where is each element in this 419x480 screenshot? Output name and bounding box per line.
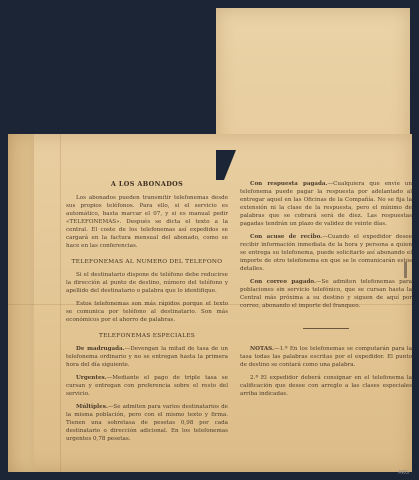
term: De madrugada. (76, 346, 125, 352)
definition: —Mediante el pago de triple tasa se cursan y entregan con preferencia sobre el resto del servicio. (66, 375, 228, 397)
paragraph: Estos telefonemas son más rápidos porque el texto se comunica por teléfono al destinatario. Son más económicos por el ahorro de palabras. (66, 301, 228, 323)
definition: —Cualquiera que envíe un telefonema puede pagar la respuesta por adelantado al entregar aquel en las Oficinas de la Compañía. No se fija la extensión ni la clase de la respuesta, pero el mínimo de palabras que se cobrará será de diez. Las respuestas pagadas tendrán un plazo de validez de veinte días. (240, 181, 412, 227)
paragraph-correo (240, 278, 412, 310)
intro-paragraph: Los abonados pueden transmitir telefonemas desde sus propios teléfonos. Para ello, si el servicio es automático, basta marcar el 07, y si es manual pedir «TELEFONEMAS». Después se dicta el texto a la central. El coste de los telefonemas así expedidos se cargará en la factura mensual del abonado, como se hace en las conferencias. (66, 195, 228, 249)
definition: —Se admiten telefonemas para poblaciones sin servicio telefónico, que se cursan hasta la Central más próxima a su destino y siguen de aquí por correo, abonando el importe del franqueo. (240, 279, 413, 309)
section-heading-phone-number: TELEFONEMAS AL NUMERO DEL TELEFONO (71, 259, 223, 265)
section-heading-special: TELEFONEMAS ESPECIALES (98, 333, 196, 339)
folded-left-margin (8, 134, 34, 472)
definition: —Se admiten para varios destinatarios de la misma población, pero con el mismo texto y firma. Tienen una sobretasa de pesetas 0,98 por cada destinatario o dirección adicional. En los telefonemas urgentes 0,78 pesetas. (66, 404, 228, 442)
term: Con respuesta pagada. (250, 181, 328, 187)
term: Con correo pagado. (250, 279, 316, 285)
archive-mark: ARG (398, 470, 409, 476)
definition: —Devengan la mitad de tasa de un telefonema ordinario y no se entregan hasta la primera hora del día siguiente. (66, 346, 228, 368)
fold-crease (60, 134, 61, 472)
paragraph-urgentes (66, 374, 228, 398)
notes-label: NOTAS. (250, 346, 274, 352)
definition: —Cuando el expedidor desee recibir información inmediata de la hora y persona a quien se entrega su telefonema, puede solicitarlo así abonando el importe de otro telefonema en que se le comunicarán estos detalles. (240, 234, 412, 272)
paragraph-multiples (66, 403, 228, 443)
notes-paragraph-2: 2.ª El expedidor deberá consignar en el telefonema la calificación que desee con arreglo a las clases especiales arriba indicadas. (240, 375, 412, 397)
notes-paragraph-1 (240, 345, 412, 369)
left-column (66, 180, 228, 448)
term: Múltiples. (76, 404, 108, 410)
paragraph-respuesta (240, 180, 412, 228)
right-column (240, 180, 412, 403)
term: Con acuse de recibo. (250, 234, 323, 240)
divider (303, 328, 349, 329)
paragraph-acuse (240, 233, 412, 273)
paragraph: Si el destinatario dispone de teléfono debe reducirse la dirección al punto de destino, número del teléfono y apellido del destinatario o palabra que lo identifique. (66, 272, 228, 294)
paragraph-madrugada (66, 345, 228, 369)
note-text: —1.ª En los telefonemas se computarán para la tasa todas las palabras escritas por el expedidor. El punto de destino se contará como una palabra. (240, 346, 412, 368)
section-title: A LOS ABONADOS (110, 180, 184, 188)
term: Urgentes. (76, 375, 107, 381)
